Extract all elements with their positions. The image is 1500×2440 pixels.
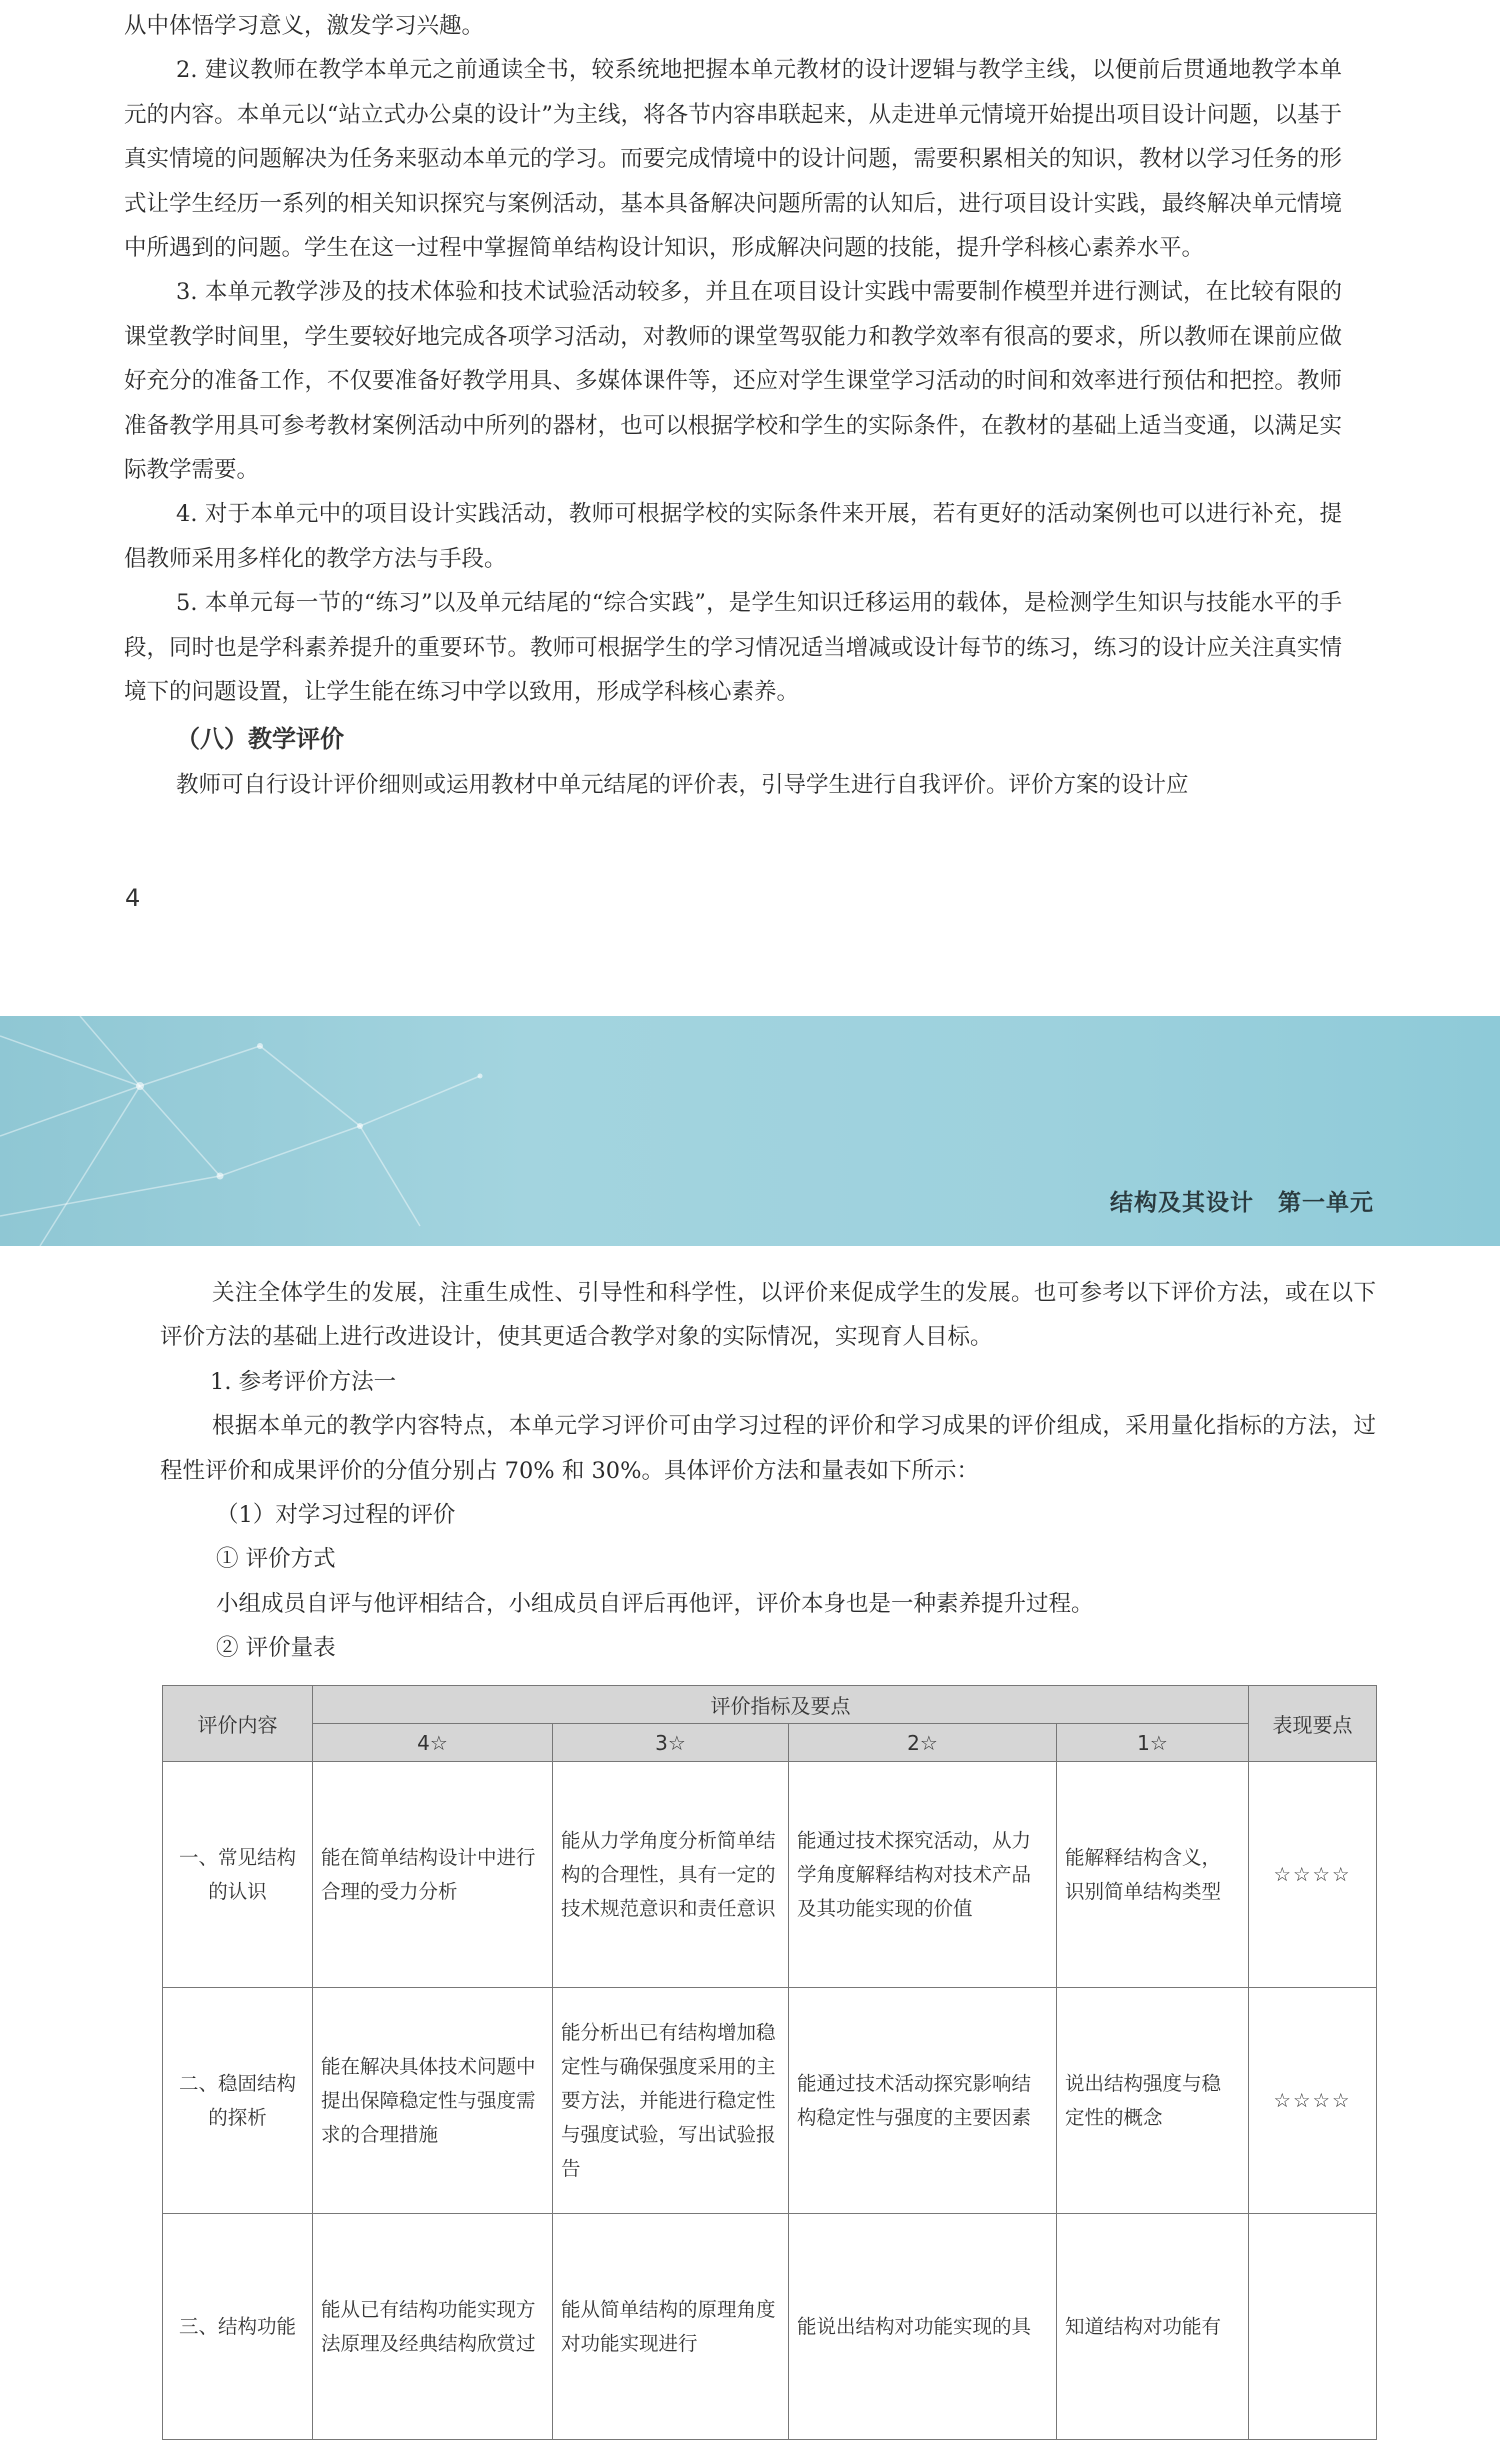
paragraph: 关注全体学生的发展，注重生成性、引导性和科学性，以评价来促成学生的发展。也可参考以下评价方法，或在以下评价方法的基础上进行改进设计，使其更适合教学对象的实际情况，实现育人目标。: [160, 1280, 1376, 1351]
level-1: 1☆: [1057, 1724, 1249, 1762]
level-4: 4☆: [313, 1724, 553, 1762]
row-level-1: 能解释结构含义，识别简单结构类型: [1057, 1762, 1249, 1988]
subheading: （1）对学习过程的评价: [216, 1502, 456, 1529]
paragraph: 根据本单元的教学内容特点，本单元学习评价可由学习过程的评价和学习成果的评价组成，采用量化指标的方法，过程性评价和成果评价的分值分别占 70% 和 30%。具体评价方法和量表如下所示：: [160, 1413, 1376, 1484]
page-number: 4: [125, 884, 141, 912]
row-level-4: 能从已有结构功能实现方法原理及经典结构欣赏过: [313, 2214, 553, 2440]
table-row: [163, 1988, 1377, 2214]
paragraph: 2. 建议教师在教学本单元之前通读全书，较系统地把握本单元教材的设计逻辑与教学主线，以便前后贯通地教学本单元的内容。本单元以“站立式办公桌的设计”为主线，将各节内容串联起来，从走进单元情境开始提出项目设计问题，以基于真实情境的问题解决为任务来驱动本单元的学习。而要完成情境中的设计问题，需要积累相关的知识，教材以学习任务的形式让学生经历一系列的相关知识探究与案例活动，基本具备解决问题所需的认知后，进行项目设计实践，最终解决单元情境中所遇到的问题。学生在这一过程中掌握简单结构设计知识，形成解决问题的技能，提升学科核心素养水平。: [124, 57, 1342, 262]
level-2: 2☆: [789, 1724, 1057, 1762]
table-header-row: [163, 1686, 1377, 1724]
row-level-3: 能从简单结构的原理角度对功能实现进行: [553, 2214, 789, 2440]
paragraph: 教师可自行设计评价细则或运用教材中单元结尾的评价表，引导学生进行自我评价。评价方案的设计应: [176, 771, 1189, 798]
table-row: [163, 1762, 1377, 1988]
section-heading: （八）教学评价: [176, 724, 344, 753]
row-stars: ☆☆☆☆: [1249, 1762, 1377, 1988]
paragraph: 4. 对于本单元中的项目设计实践活动，教师可根据学校的实际条件来开展，若有更好的活动案例也可以进行补充，提倡教师采用多样化的教学方法与手段。: [124, 501, 1342, 572]
header-performance: 表现要点: [1249, 1686, 1377, 1762]
paragraph: 5. 本单元每一节的“练习”以及单元结尾的“综合实践”，是学生知识迁移运用的载体，是检测学生知识与技能水平的手段，同时也是学科素养提升的重要环节。教师可根据学生的学习情况适当增减或设计每节的练习，练习的设计应关注真实情境下的问题设置，让学生能在练习中学以致用，形成学科核心素养。: [124, 590, 1342, 706]
chapter-banner: [0, 1016, 1500, 1246]
subheading: ① 评价方式: [216, 1546, 336, 1573]
row-level-2: 能通过技术活动探究影响结构稳定性与强度的主要因素: [789, 1988, 1057, 2214]
paragraph: 从中体悟学习意义，激发学习兴趣。: [124, 13, 485, 39]
paragraph: 3. 本单元教学涉及的技术体验和技术试验活动较多，并且在项目设计实践中需要制作模型并进行测试，在比较有限的课堂教学时间里，学生要较好地完成各项学习活动，对教师的课堂驾驭能力和教学效率有很高的要求，所以教师在课前应做好充分的准备工作，不仅要准备好教学用具、多媒体课件等，还应对学生课堂学习活动的时间和效率进行预估和把控。教师准备教学用具可参考教材案例活动中所列的器材，也可以根据学校和学生的实际条件，在教材的基础上适当变通，以满足实际教学需要。: [124, 279, 1342, 484]
subheading: ② 评价量表: [216, 1635, 336, 1662]
page-top: [0, 0, 1500, 1000]
table-level-row: [163, 1724, 1377, 1762]
row-level-3: 能从力学角度分析简单结构的合理性，具有一定的技术规范意识和责任意识: [553, 1762, 789, 1988]
row-category: 一、常见结构的认识: [163, 1762, 313, 1988]
page-bottom-body: [160, 1271, 1376, 1671]
row-category: 二、稳固结构的探析: [163, 1988, 313, 2214]
row-stars: ☆☆☆☆: [1249, 1988, 1377, 2214]
row-level-1: 说出结构强度与稳定性的概念: [1057, 1988, 1249, 2214]
row-stars: [1249, 2214, 1377, 2440]
page-top-body: [124, 4, 1342, 807]
subheading: 1. 参考评价方法一: [210, 1368, 397, 1395]
row-level-3: 能分析出已有结构增加稳定性与确保强度采用的主要方法，并能进行稳定性与强度试验，写出试验报告: [553, 1988, 789, 2214]
row-level-2: 能说出结构对功能实现的具: [789, 2214, 1057, 2440]
chapter-title: 结构及其设计 第一单元: [1110, 1189, 1374, 1216]
row-level-2: 能通过技术探究活动，从力学角度解释结构对技术产品及其功能实现的价值: [789, 1762, 1057, 1988]
row-level-1: 知道结构对功能有: [1057, 2214, 1249, 2440]
level-3: 3☆: [553, 1724, 789, 1762]
header-content: 评价内容: [163, 1686, 313, 1762]
row-level-4: 能在简单结构设计中进行合理的受力分析: [313, 1762, 553, 1988]
header-indicators: 评价指标及要点: [313, 1686, 1249, 1724]
paragraph: 小组成员自评与他评相结合，小组成员自评后再他评，评价本身也是一种素养提升过程。: [216, 1590, 1094, 1617]
row-level-4: 能在解决具体技术问题中提出保障稳定性与强度需求的合理措施: [313, 1988, 553, 2214]
table-row: [163, 2214, 1377, 2440]
evaluation-table: [162, 1685, 1377, 2440]
row-category: 三、结构功能: [163, 2214, 313, 2440]
